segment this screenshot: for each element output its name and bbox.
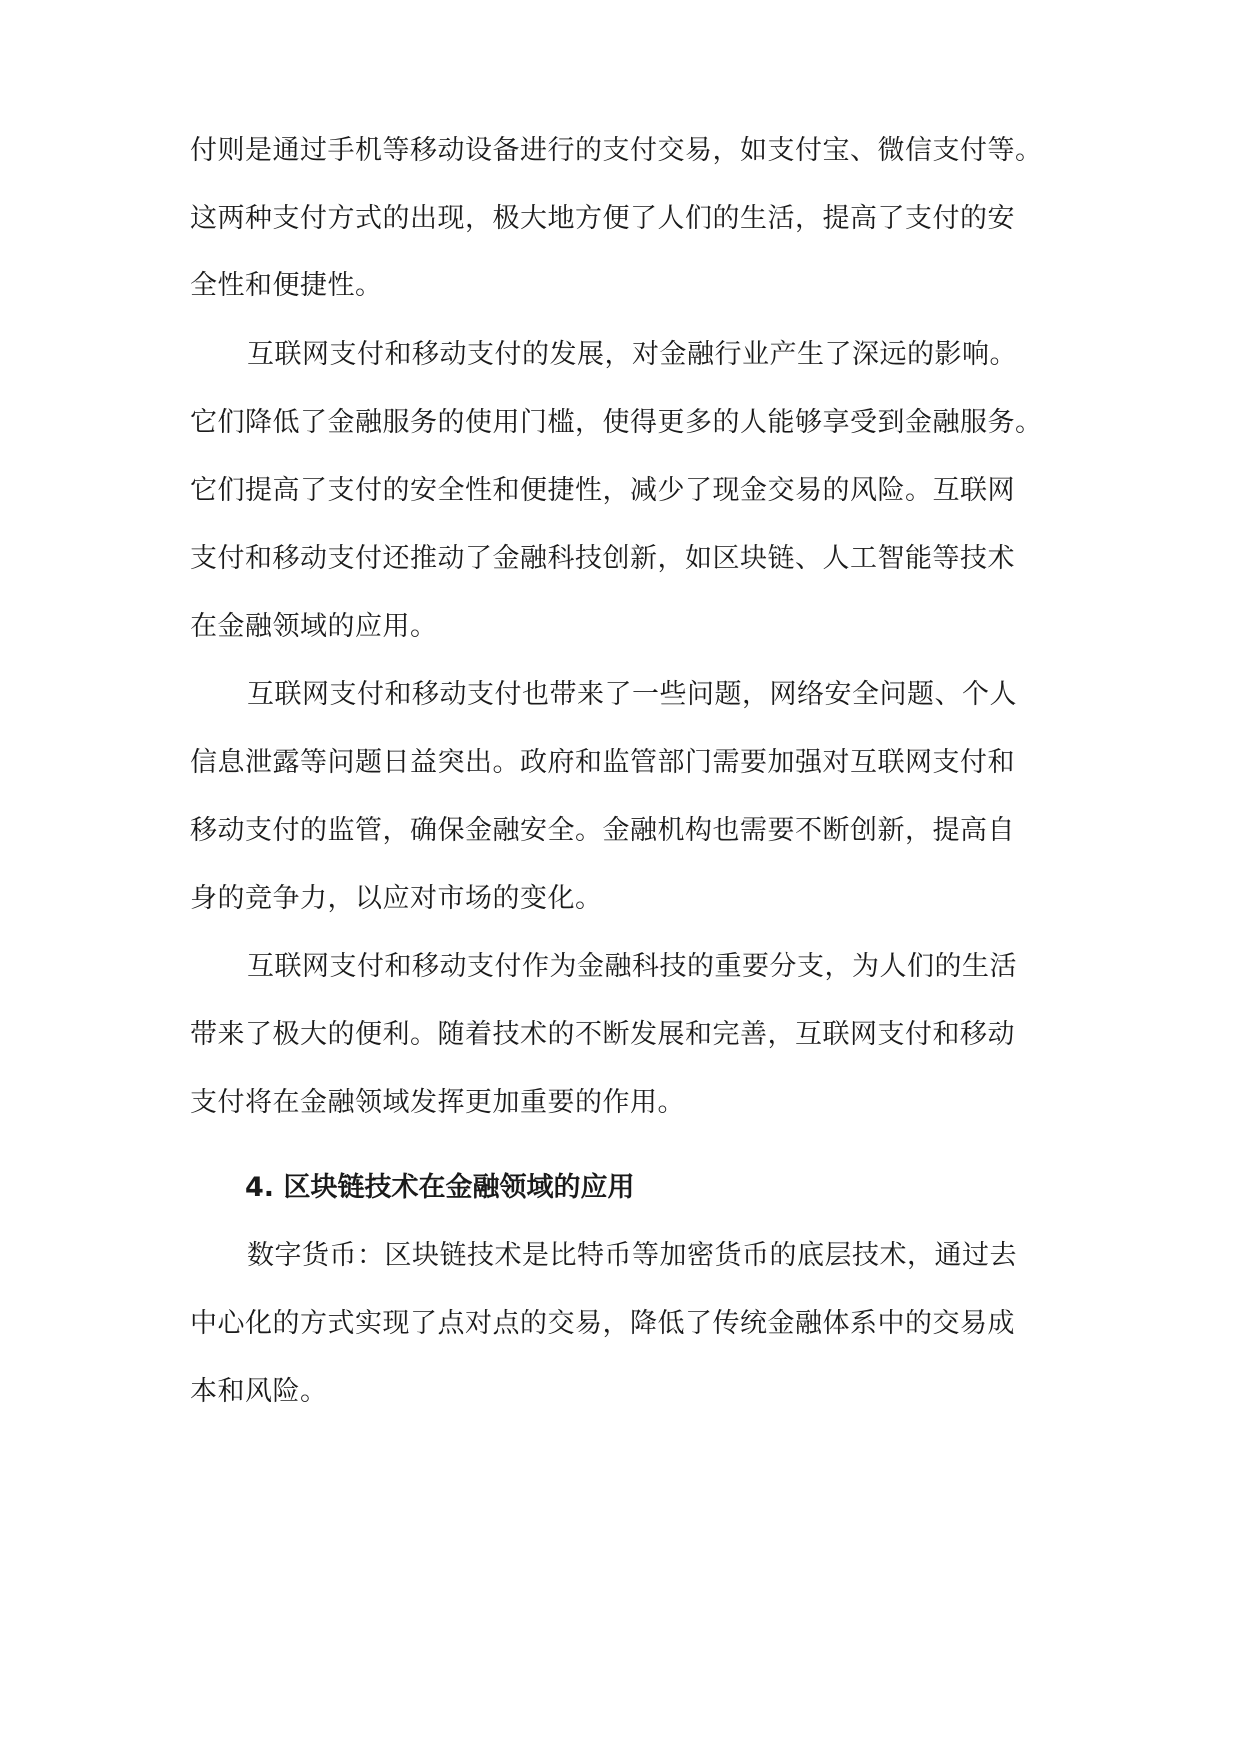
paragraph-3-line-3: 移动支付的监管，确保金融安全。金融机构也需要不断创新，提高自 [190,815,1015,846]
paragraph-3-line-2: 信息泄露等问题日益突出。政府和监管部门需要加强对互联网支付和 [190,747,1015,778]
section-heading: 4. 区块链技术在金融领域的应用 [245,1172,635,1203]
paragraph-2-line-4: 支付和移动支付还推动了金融科技创新，如区块链、人工智能等技术 [190,543,1015,574]
paragraph-4-line-2: 带来了极大的便利。随着技术的不断发展和完善，互联网支付和移动 [190,1019,1015,1050]
paragraph-2-line-5: 在金融领域的应用。 [190,611,438,642]
paragraph-4-line-3: 支付将在金融领域发挥更加重要的作用。 [190,1087,685,1118]
paragraph-2-line-3: 它们提高了支付的安全性和便捷性，减少了现金交易的风险。互联网 [190,475,1015,506]
paragraph-1-line-3: 全性和便捷性。 [190,270,383,301]
paragraph-1-line-2: 这两种支付方式的出现，极大地方便了人们的生活，提高了支付的安 [190,203,1015,234]
paragraph-5-line-1: 数字货币：区块链技术是比特币等加密货币的底层技术，通过去 [247,1240,1017,1271]
paragraph-4-line-1: 互联网支付和移动支付作为金融科技的重要分支，为人们的生活 [247,951,1017,982]
paragraph-3-line-1: 互联网支付和移动支付也带来了一些问题，网络安全问题、个人 [247,679,1017,710]
paragraph-2-line-1: 互联网支付和移动支付的发展，对金融行业产生了深远的影响。 [247,339,1017,370]
paragraph-3-line-4: 身的竞争力，以应对市场的变化。 [190,883,603,914]
paragraph-2-line-2: 它们降低了金融服务的使用门槛，使得更多的人能够享受到金融服务。 [190,407,1043,438]
paragraph-1-line-1: 付则是通过手机等移动设备进行的支付交易，如支付宝、微信支付等。 [190,135,1043,166]
paragraph-5-line-2: 中心化的方式实现了点对点的交易，降低了传统金融体系中的交易成 [190,1308,1015,1339]
paragraph-5-line-3: 本和风险。 [190,1376,328,1407]
